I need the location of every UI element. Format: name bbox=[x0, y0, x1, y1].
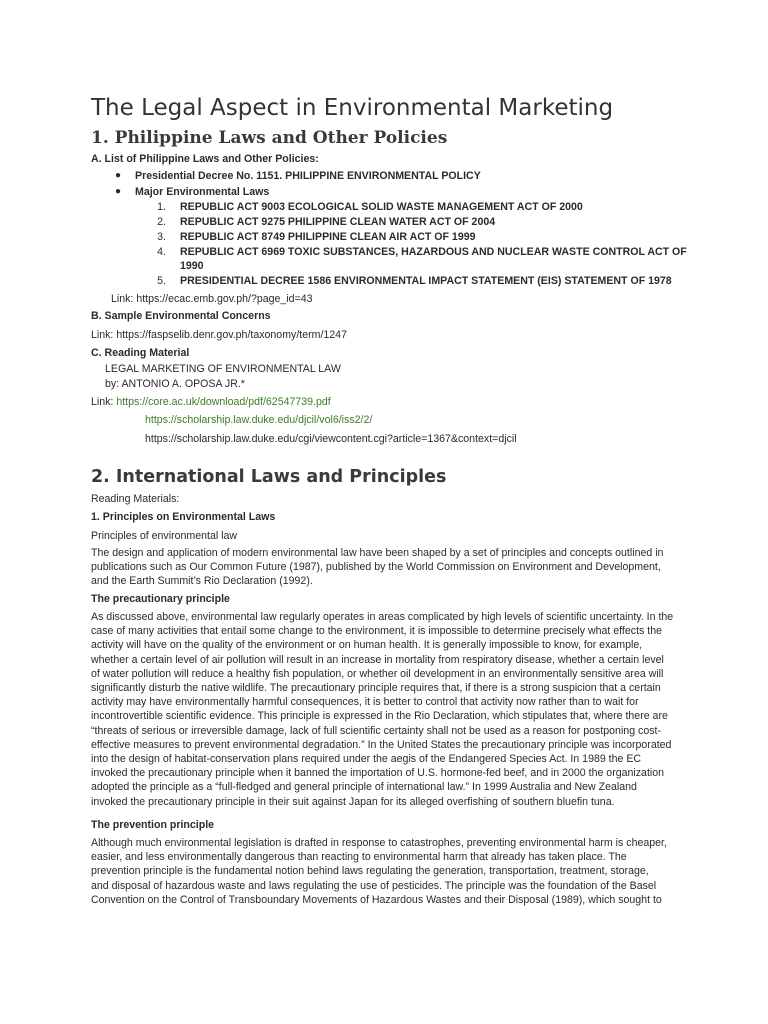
link-b[interactable]: Link: https://faspselib.denr.gov.ph/taxonomy/term/1247 bbox=[91, 329, 347, 341]
text-line: activity may have environmentally harmful consequences, it is better to control that activity now rather than to wait for bbox=[91, 696, 639, 709]
section-1-heading: 1. Philippine Laws and Other Policies bbox=[91, 128, 448, 148]
text-line: As discussed above, environmental law regularly operates in areas complicated by high levels of scientific uncertainty. In the bbox=[91, 611, 674, 623]
law-number: 5. bbox=[157, 275, 166, 287]
text-line: publications such as Our Common Future (1987), published by the World Commission on Environment and Development, bbox=[91, 561, 661, 574]
precautionary-paragraph bbox=[91, 610, 676, 809]
text-line: Convention on the Control of Transboundary Movements of Hazardous Wastes and their Disposal (1989), which sought to bbox=[91, 893, 662, 906]
law-item: REPUBLIC ACT 9003 ECOLOGICAL SOLID WASTE MANAGEMENT ACT OF 2000 bbox=[180, 201, 583, 213]
intro-paragraph bbox=[91, 546, 676, 589]
text-line: Although much environmental legislation is drafted in response to catastrophes, preventing environmental harm is cheaper, bbox=[91, 837, 667, 849]
text-line: incontrovertible scientific evidence. This principle is expressed in the Rio Declaration, which stipulates that, where there are bbox=[91, 710, 668, 723]
text-line: activity will have on the quality of the environment or on human health. It is generally impossible to know, for example, bbox=[91, 639, 643, 652]
section-a-heading: A. List of Philippine Laws and Other Policies: bbox=[91, 153, 319, 165]
prevention-heading: The prevention principle bbox=[91, 819, 215, 831]
text-line: of water pollution will reduce a healthy fish population, or whether oil development in an environmentally sensitive area will bbox=[91, 667, 664, 680]
text-line: invoked the precautionary principle when it banned the importation of U.S. hormone-fed beef, and in 2000 the organization bbox=[91, 767, 665, 780]
reading-materials-label: Reading Materials: bbox=[91, 493, 180, 505]
section-b-heading: B. Sample Environmental Concerns bbox=[91, 310, 271, 322]
law-number: 3. bbox=[157, 231, 166, 243]
link-c1[interactable]: https://core.ac.uk/download/pdf/62547739.pdf bbox=[116, 396, 331, 408]
precautionary-heading: The precautionary principle bbox=[91, 593, 230, 605]
reading-title: LEGAL MARKETING OF ENVIRONMENTAL LAW bbox=[105, 363, 341, 375]
link-a[interactable]: Link: https://ecac.emb.gov.ph/?page_id=43 bbox=[111, 293, 313, 305]
text-line: The design and application of modern environmental law have been shaped by a set of principles and concepts outlined in bbox=[91, 547, 664, 559]
subsection-1-heading: 1. Principles on Environmental Laws bbox=[91, 511, 276, 523]
link-c-prefix: Link: bbox=[91, 396, 117, 408]
text-line: invoked the precautionary principle in their suit against Japan for its alleged overfishing of southern bluefin tuna. bbox=[91, 795, 615, 808]
text-line: prevention principle is the fundamental notion behind laws regulating the generation, transportation, treatment, storage, bbox=[91, 865, 649, 878]
prevention-paragraph bbox=[91, 836, 676, 907]
bullet-item: Presidential Decree No. 1151. PHILIPPINE ENVIRONMENTAL POLICY bbox=[135, 170, 481, 182]
bullet-item: Major Environmental Laws bbox=[135, 186, 270, 198]
reading-author: by: ANTONIO A. OPOSA JR.* bbox=[105, 378, 245, 390]
text-line: significantly disturb the native wildlife. The precautionary principle requires that, if there is a strong suspicion that a certain bbox=[91, 682, 661, 695]
law-item: PRESIDENTIAL DECREE 1586 ENVIRONMENTAL IMPACT STATEMENT (EIS) STATEMENT OF 1978 bbox=[180, 275, 672, 287]
text-line: adopted the principle as a “full-fledged and general principle of international law.” In 1999 Australia and New Zealand bbox=[91, 781, 637, 794]
text-line: “threats of serious or irreversible damage, lack of full scientific certainty shall not be used as a reason for postponing cost- bbox=[91, 724, 661, 737]
law-number: 2. bbox=[157, 216, 166, 228]
text-line: into the design of habitat-conservation plans required under the aegis of the Endangered Species Act. In 1989 the EC bbox=[91, 753, 642, 766]
law-number: 1. bbox=[157, 201, 166, 213]
link-c2[interactable]: https://scholarship.law.duke.edu/djcil/vol6/iss2/2/ bbox=[145, 414, 373, 426]
text-line: and disposal of hazardous waste and laws regulating the use of pesticides. The principle was the foundation of the Basel bbox=[91, 879, 657, 892]
section-c-heading: C. Reading Material bbox=[91, 347, 190, 359]
bullet-dot: ● bbox=[115, 186, 122, 197]
page-title: The Legal Aspect in Environmental Marketing bbox=[91, 95, 614, 121]
section-2-heading: 2. International Laws and Principles bbox=[91, 467, 447, 487]
text-line: case of many activities that entail some change to the environment, it is impossible to determine precisely what effects the bbox=[91, 625, 662, 638]
link-c-line bbox=[91, 395, 331, 409]
text-line: easier, and less environmentally dangerous than reacting to environmental harm that already has taken place. The bbox=[91, 851, 627, 864]
subsection-1-caption: Principles of environmental law bbox=[91, 530, 238, 542]
law-number: 4. bbox=[157, 246, 166, 258]
text-line: and the Earth Summit’s Rio Declaration (1992). bbox=[91, 575, 313, 588]
law-item: REPUBLIC ACT 9275 PHILIPPINE CLEAN WATER ACT OF 2004 bbox=[180, 216, 496, 228]
link-c3[interactable]: https://scholarship.law.duke.edu/cgi/viewcontent.cgi?article=1367&context=djcil bbox=[145, 433, 517, 445]
law-item: REPUBLIC ACT 8749 PHILIPPINE CLEAN AIR ACT OF 1999 bbox=[180, 231, 476, 243]
bullet-dot: ● bbox=[115, 170, 122, 181]
law-item: REPUBLIC ACT 6969 TOXIC SUBSTANCES, HAZARDOUS AND NUCLEAR WASTE CONTROL ACT OF bbox=[180, 246, 687, 258]
text-line: whether a certain level of air pollution will result in an increase in mortality from respiratory disease, whether a certain level bbox=[91, 653, 664, 666]
law-item-continued: 1990 bbox=[180, 260, 204, 272]
text-line: effective measures to prevent environmental degradation.” In the United States the precautionary principle was incorporated bbox=[91, 738, 672, 751]
